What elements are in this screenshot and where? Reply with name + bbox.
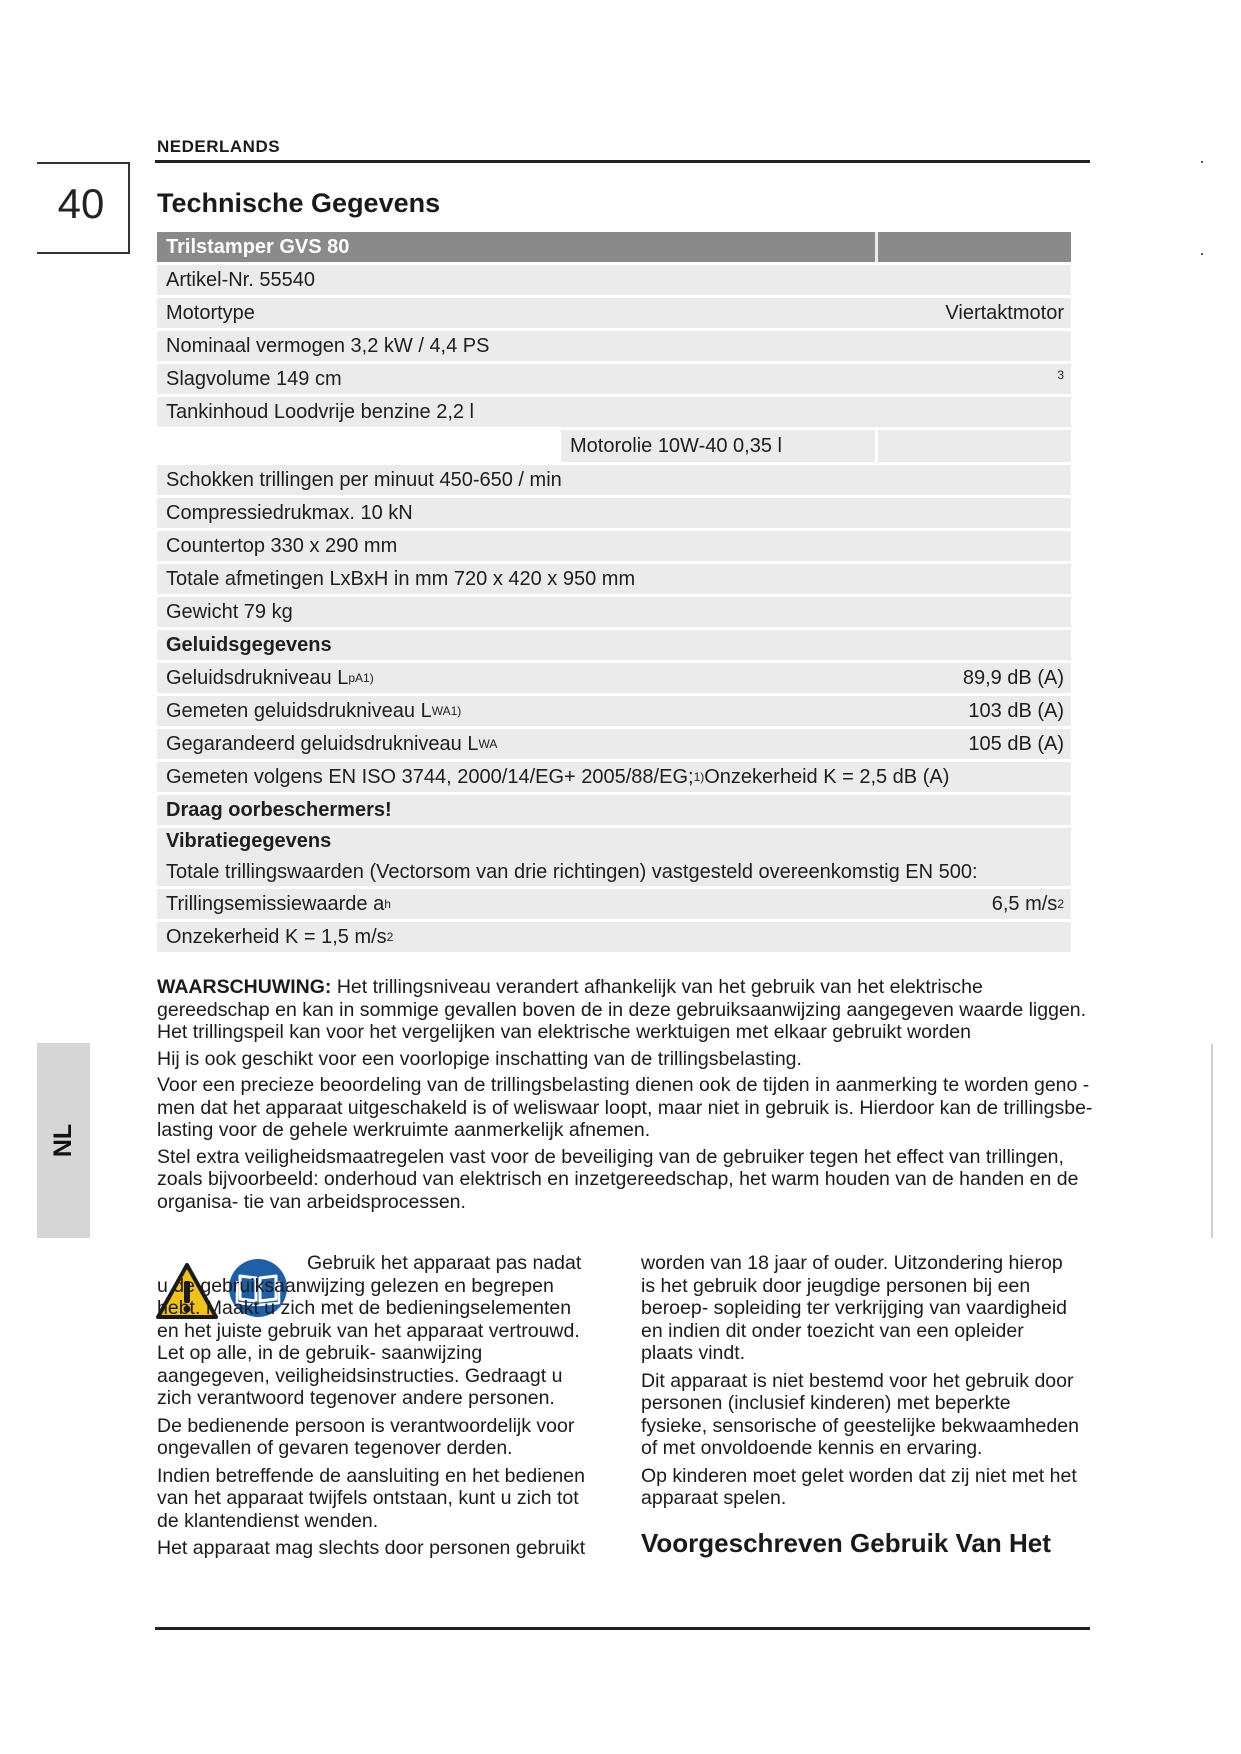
row-label: Gegarandeerd geluidsdrukniveau L WA (157, 729, 875, 759)
left-paragraph: Indien betreffende de aansluiting en het bedienen van het apparaat twijfels ontstaan, kunt u zich tot de klantendienst wenden. (157, 1464, 585, 1532)
row-value (878, 498, 1071, 528)
row-label-text: Trillingsemissiewaarde a (166, 892, 385, 915)
warning-paragraph: Stel extra veiligheidsmaatregelen vast voor de beveiliging van de gebruiker tegen het effect van trillingen, zoals bijvoorbeeld: onderhoud van elektrisch en inzetgereedschap, het warm houden van de handen en de organisa- tie van arbeidsprocessen. (157, 1145, 1079, 1213)
row-value (878, 465, 1071, 495)
warning-label: WAARSCHUWING: (157, 976, 332, 998)
row-value: Viertaktmotor (878, 298, 1071, 328)
table-title: Trilstamper GVS 80 (157, 232, 875, 262)
row-value: 3 (878, 364, 1071, 394)
row-label: Totale afmetingen LxBxH in mm 720 x 420 x 950 mm (157, 564, 875, 594)
margin-dot (1201, 161, 1203, 163)
left-paragraph: Het apparaat mag slechts door personen gebruikt (157, 1537, 586, 1559)
table-row (157, 663, 1071, 693)
page-number-box-top (37, 162, 130, 164)
row-label: Gewicht 79 kg (157, 597, 875, 627)
warning-text: Het trillingsniveau verandert afhankelijk van het gebruik van het elektrische gereedschap en kan in sommige gevallen boven de in deze gebruiksaanwijzing aangegeven waarde liggen. (157, 976, 1087, 1021)
row-label: Trillingsemissiewaarde a h (157, 889, 875, 919)
page-number: 40 (57, 180, 105, 227)
uncertainty-text: Onzekerheid K = 1,5 m/s (166, 925, 387, 948)
section-heading-intended-use: Voorgeschreven Gebruik Van Het (641, 1528, 1051, 1558)
table-row (157, 696, 1071, 726)
margin-line (1211, 1044, 1213, 1238)
table-row (157, 795, 1071, 825)
language-side-tab-label: NL (48, 1123, 77, 1158)
row-label-text: Gemeten geluidsdrukniveau L (166, 699, 432, 722)
row-label: Countertop 330 x 290 mm (157, 531, 875, 561)
row-value: 89,9 dB (A) (878, 663, 1071, 693)
measurement-note-uncertainty: Onzekerheid K = 2,5 dB (A) (704, 765, 950, 788)
row-value (878, 331, 1071, 361)
row-label: Nominaal vermogen 3,2 kW / 4,4 PS (157, 331, 875, 361)
row-value (878, 397, 1071, 427)
row-label: Schokken trillingen per minuut 450-650 / min (157, 465, 875, 495)
table-header-row (157, 232, 1071, 262)
table-row (157, 397, 1071, 427)
table-row (157, 531, 1071, 561)
bottom-rule (155, 1627, 1090, 1630)
row-value (878, 597, 1071, 627)
margin-dot (1201, 253, 1203, 255)
table-row (157, 364, 1071, 394)
row-value: 105 dB (A) (878, 729, 1071, 759)
language-label: NEDERLANDS (157, 137, 281, 156)
row-label: Compressiedrukmax. 10 kN (157, 498, 875, 528)
table-row (157, 597, 1071, 627)
right-paragraph: Op kinderen moet gelet worden dat zij niet met het apparaat spelen. (641, 1464, 1077, 1509)
table-row (157, 564, 1071, 594)
table-row (157, 265, 1071, 295)
row-label-text: Gegarandeerd geluidsdrukniveau L (166, 732, 479, 755)
warning-paragraph (157, 976, 1097, 1044)
row-label: Geluidsdrukniveau L pA 1) (157, 663, 875, 693)
section-title: Technische Gegevens (157, 188, 441, 218)
table-row (157, 828, 1071, 886)
right-paragraph: worden van 18 jaar of ouder. Uitzondering hierop is het gebruik door jeugdige personen bij een beroep- sopleiding ter verkrijging van vaardigheid en indien dit onder toezicht van een opleider plaats vindt. (641, 1252, 1068, 1364)
table-row (157, 465, 1071, 495)
row-mid-cell (561, 397, 875, 427)
warning-paragraph: Voor een precieze beoordeling van de trillingsbelasting dienen ook de tijden in aanmerking te worden geno - men dat het apparaat uitgeschakeld is of weliswaar loopt, maar niet in gebruik is. Hierdoor kan de trillingsbe- lasting voor de gehele werkruimte aanmerkelijk afnemen. (157, 1074, 1093, 1141)
row-value (878, 531, 1071, 561)
row-value-text: 6,5 m/s (991, 892, 1058, 915)
row-value (878, 265, 1071, 295)
table-row (157, 889, 1071, 919)
left-column (157, 1252, 597, 1565)
table-header-value (878, 232, 1071, 262)
left-paragraph: De bedienende persoon is verantwoordelijk voor ongevallen of gevaren tegenover derden. (157, 1414, 575, 1459)
measurement-note: Gemeten volgens EN ISO 3744, 2000/14/EG+ 2005/88/EG; 1) Onzekerheid K = 2,5 dB (A) (157, 762, 1071, 792)
table-row (157, 630, 1071, 660)
row-value: 6,5 m/s 2 (878, 889, 1071, 919)
right-column (641, 1252, 1081, 1515)
row-label-text: Geluidsdrukniveau L (166, 666, 349, 689)
right-paragraph: Dit apparaat is niet bestemd voor het gebruik door personen (inclusief kinderen) met beperkte fysieke, sensorische of geestelijke bekwaamheden of met onvoldoende kennis en ervaring. (641, 1369, 1079, 1459)
measurement-note-text: Gemeten volgens EN ISO 3744, 2000/14/EG+ 2005/88/EG; (166, 765, 694, 788)
ear-protection-note: Draag oorbeschermers! (157, 795, 875, 825)
noise-heading: Geluidsgegevens (157, 630, 1071, 660)
table-row (157, 298, 1071, 328)
row-label: Slagvolume 149 cm (157, 364, 875, 394)
row-label: Motortype (157, 298, 875, 328)
vibration-note: Totale trillingswaarden (Vectorsom van drie richtingen) vastgesteld overeenkomstig EN 500: (166, 861, 978, 883)
language-side-tab-label-wrap (37, 1043, 90, 1238)
row-label: Artikel-Nr. 55540 (157, 265, 875, 295)
uncertainty-note: Onzekerheid K = 1,5 m/s 2 (157, 922, 1071, 952)
top-rule (155, 160, 1090, 163)
warning-text-2: Het trillingspeil kan voor het vergelijken van elektrische werktuigen met elkaar gebruikt worden (157, 1021, 971, 1043)
row-label: Tankinhoud Loodvrije benzine 2,2 l (157, 397, 558, 427)
left-paragraph: Gebruik het apparaat pas nadat u de gebruiksaanwijzing gelezen en begrepen hebt. Maakt u zich met de bedieningselementen en het juiste gebruik van het apparaat vertrouwd. Let op alle, in de gebruik- saanwijzing aangegeven, veiligheidsinstructies. Gedraagt u zich verantwoord tegenover andere personen. (157, 1252, 582, 1409)
table-row (157, 430, 1071, 462)
vibration-heading: Vibratiegegevens (157, 828, 1071, 886)
table-row (157, 729, 1071, 759)
row-value: 103 dB (A) (878, 696, 1071, 726)
row-label: Gemeten geluidsdrukniveau L WA 1) (157, 696, 875, 726)
row-label: Motorolie 10W-40 0,35 l (561, 430, 875, 462)
row-value (878, 795, 1071, 825)
table-row (157, 922, 1071, 952)
table-row (157, 498, 1071, 528)
warning-paragraph: Hij is ook geschikt voor een voorlopige inschatting van de trillingsbelasting. (157, 1047, 802, 1070)
warning-block (157, 976, 1097, 1217)
table-row (157, 762, 1071, 792)
row-value (878, 564, 1071, 594)
row-value (878, 430, 1071, 462)
table-row (157, 331, 1071, 361)
